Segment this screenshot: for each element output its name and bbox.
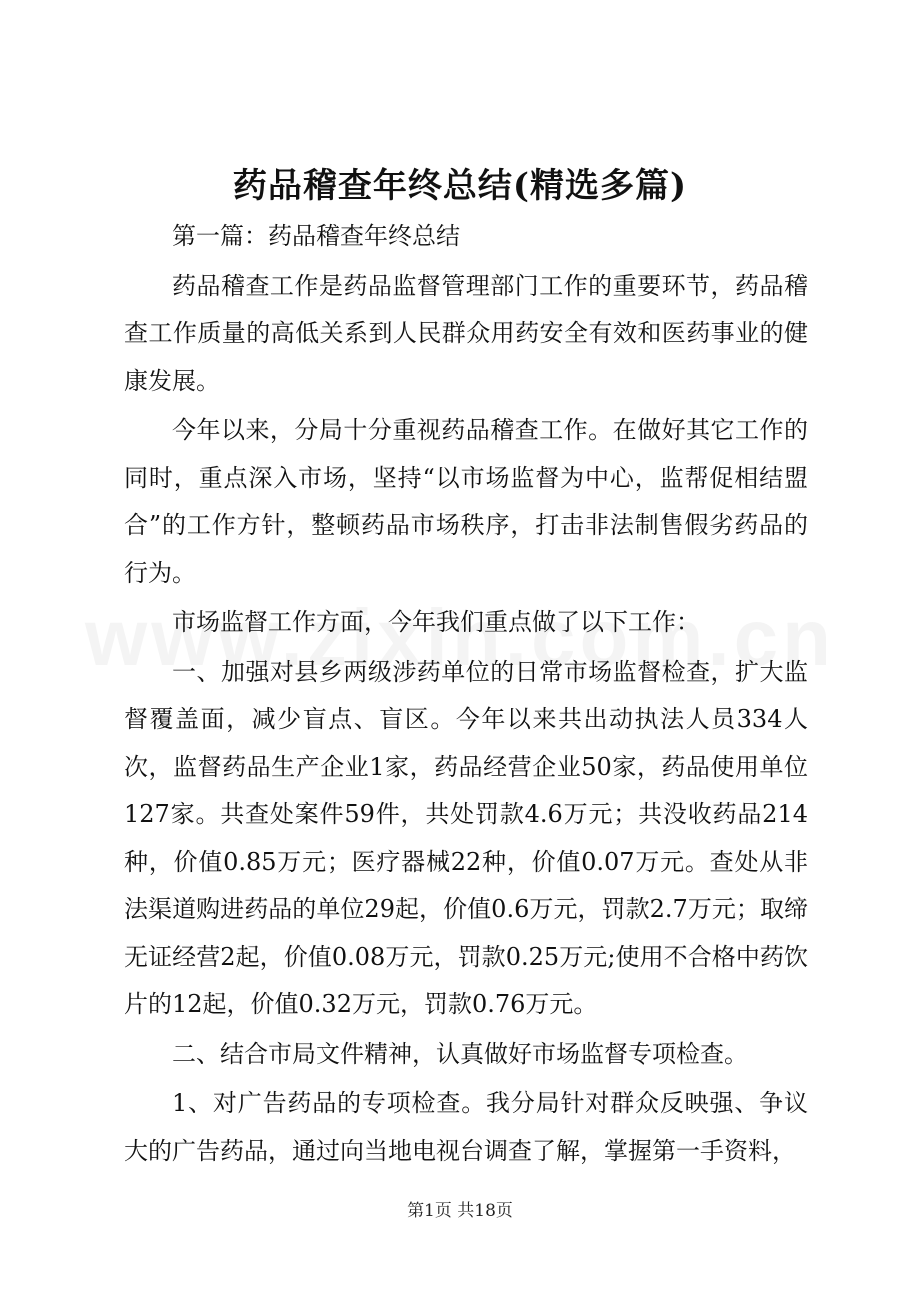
document-title: 药品稽查年终总结(精选多篇) [232, 166, 688, 206]
paragraph: 1、对广告药品的专项检查。我分局针对群众反映强、争议大的广告药品，通过向当地电视台调查了解，掌握第一手资料， [124, 1089, 808, 1165]
document-body [124, 213, 808, 1177]
paragraph: 药品稽查工作是药品监督管理部门工作的重要环节，药品稽查工作质量的高低关系到人民群众用药安全有效和医药事业的健康发展。 [124, 271, 808, 395]
paragraph: 一、加强对县乡两级涉药单位的日常市场监督检查，扩大监督覆盖面，减少盲点、盲区。今年以来共出动执法人员334人次，监督药品生产企业1家，药品经营企业50家，药品使用单位127家。共查处案件59件，共处罚款4.6万元；共没收药品214种，价值0.85万元；医疗器械22种，价值0.07万元。查处从非法渠道购进药品的单位29起，价值0.6万元，罚款2.7万元；取缔无证经营2起，价值0.08万元，罚款0.25万元;使用不合格中药饮片的12起，价值0.32万元，罚款0.76万元。 [124, 657, 808, 1018]
paragraph: 二、结合市局文件精神，认真做好市场监督专项检查。 [172, 1039, 748, 1068]
paragraph: 今年以来，分局十分重视药品稽查工作。在做好其它工作的同时，重点深入市场，坚持“以市场监督为中心，监帮促相结盟合”的工作方针，整顿药品市场秩序，打击非法制售假劣药品的行为。 [124, 416, 808, 587]
section-heading: 第一篇：药品稽查年终总结 [172, 222, 460, 250]
paragraph: 市场监督工作方面，今年我们重点做了以下工作： [172, 608, 700, 636]
page-footer: 第1页 共18页 [407, 1201, 513, 1221]
